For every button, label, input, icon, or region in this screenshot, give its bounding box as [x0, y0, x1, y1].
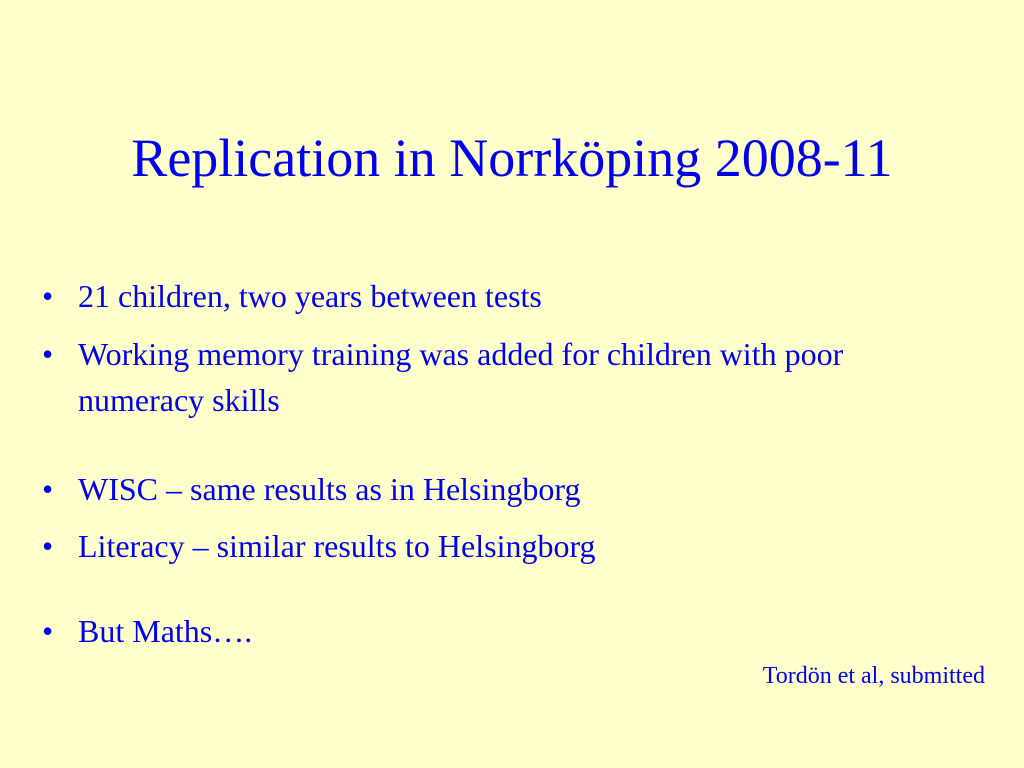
bullet-dot: • [42, 613, 54, 649]
bullet-text: Literacy – similar results to Helsingborg [78, 528, 596, 564]
bullet-dot: • [42, 471, 54, 507]
bullet-item [42, 466, 972, 512]
bullet-item [42, 608, 972, 654]
bullet-dot: • [42, 278, 54, 314]
bullet-item [42, 523, 972, 569]
bullet-dot: • [42, 528, 54, 564]
bullet-item [42, 331, 972, 423]
bullet-text: WISC – same results as in Helsingborg [78, 471, 581, 507]
slide-title: Replication in Norrköping 2008-11 [131, 128, 893, 188]
citation: Tordön et al, submitted [762, 663, 985, 689]
bullet-item [42, 273, 972, 319]
bullet-dot: • [42, 336, 54, 372]
bullet-text: 21 children, two years between tests [78, 278, 542, 314]
bullet-text: Working memory training was added for children with poor numeracy skills [78, 336, 844, 418]
bullet-text: But Maths…. [78, 613, 253, 649]
